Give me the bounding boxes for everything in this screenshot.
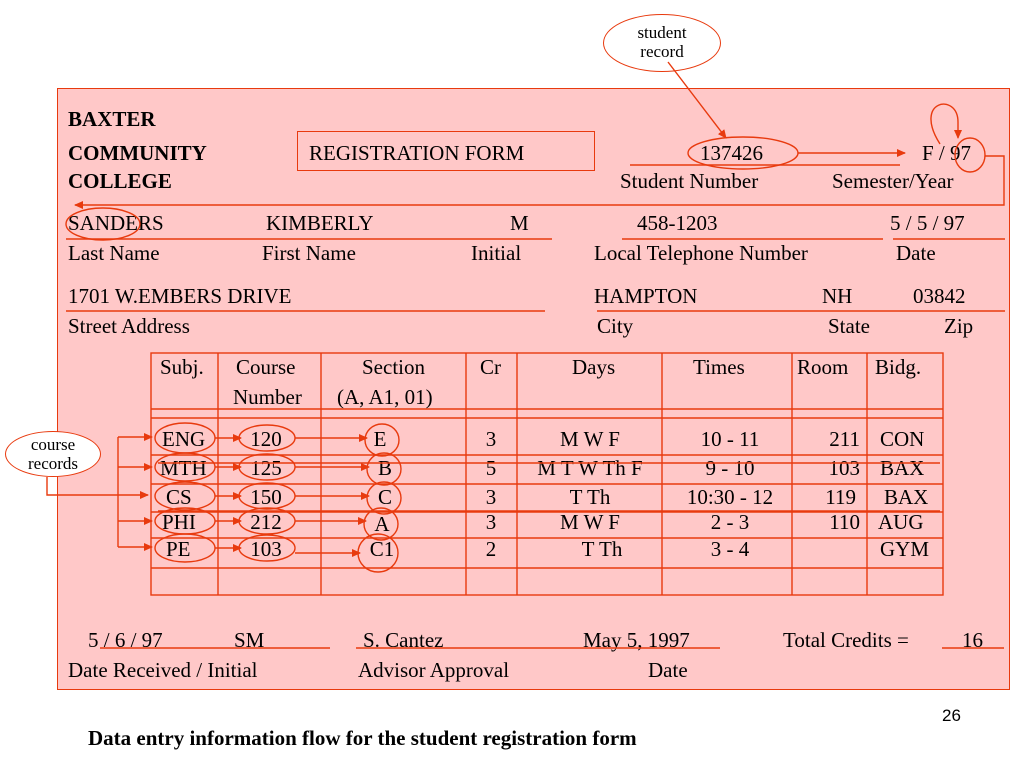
course-section: B <box>377 456 392 480</box>
form-title: REGISTRATION FORM <box>309 141 525 165</box>
approval-date-label: Date <box>648 658 688 682</box>
course-times: 10:30 - 12 <box>686 485 774 509</box>
header-subj: Subj. <box>160 355 204 379</box>
course-subj-highlight <box>155 423 215 453</box>
total-credits-label: Total Credits = <box>783 628 909 652</box>
first-name-label: First Name <box>262 241 356 265</box>
student-number-value: 137426 <box>700 141 763 165</box>
slide-caption: Data entry information flow for the student registration form <box>88 726 637 750</box>
course-days: M W F <box>560 510 620 534</box>
course-bldg: BAX <box>884 485 929 509</box>
course-subj: PHI <box>162 510 196 534</box>
header-section: Section <box>362 355 425 379</box>
course-bldg: CON <box>880 427 925 451</box>
student-record-callout-text: student record <box>637 23 687 61</box>
college-name-line2: COMMUNITY <box>68 141 207 165</box>
callout-arrow <box>668 62 726 138</box>
course-records-connector <box>47 477 148 495</box>
college-name-line3: COLLEGE <box>68 169 172 193</box>
course-table-grid <box>151 353 943 595</box>
course-subj: CS <box>166 485 192 509</box>
course-room: 103 <box>828 456 860 480</box>
phone-value: 458-1203 <box>637 211 718 235</box>
course-number: 103 <box>250 537 282 561</box>
section-highlight <box>367 482 401 514</box>
street-address-value: 1701 W.EMBERS DRIVE <box>68 284 292 308</box>
course-number: 212 <box>250 510 282 534</box>
course-days: T Th <box>581 537 623 561</box>
date-received-label: Date Received / Initial <box>68 658 258 682</box>
header-section-format: (A, A1, 01) <box>337 385 433 409</box>
total-credits-value: 16 <box>962 628 983 652</box>
course-room: 110 <box>829 510 860 534</box>
course-times: 9 - 10 <box>705 456 755 480</box>
course-section: C <box>377 485 392 509</box>
header-days: Days <box>572 355 616 379</box>
course-room: 119 <box>825 485 856 509</box>
record-flow-arrow <box>931 104 958 144</box>
course-records-callout-text: course records <box>27 435 79 473</box>
course-credits: 5 <box>485 456 497 480</box>
header-room: Room <box>797 355 849 379</box>
state-value: NH <box>822 284 853 308</box>
advisor-label: Advisor Approval <box>358 658 510 682</box>
city-label: City <box>597 314 634 338</box>
initial-label: Initial <box>471 241 522 265</box>
course-credits: 2 <box>485 537 497 561</box>
slide-number: 26 <box>942 706 961 725</box>
header-bldg: Bidg. <box>875 355 922 379</box>
last-name-label: Last Name <box>68 241 160 265</box>
advisor-value: S. Cantez <box>363 628 444 652</box>
first-name-value: KIMBERLY <box>266 211 374 235</box>
header-times: Times <box>693 355 745 379</box>
course-bldg: BAX <box>880 456 925 480</box>
course-credits: 3 <box>485 485 497 509</box>
receiver-initial-value: SM <box>234 628 265 652</box>
header-number: Number <box>233 385 302 409</box>
course-num-highlight <box>239 483 295 509</box>
course-days: M W F <box>560 427 620 451</box>
course-days: M T W Th F <box>537 456 643 480</box>
college-name-line1: BAXTER <box>68 107 156 131</box>
header-course: Course <box>236 355 296 379</box>
course-section: E <box>373 427 387 451</box>
phone-label: Local Telephone Number <box>594 241 808 265</box>
street-address-label: Street Address <box>68 314 190 338</box>
course-times: 2 - 3 <box>710 510 750 534</box>
date-value: 5 / 5 / 97 <box>890 211 965 235</box>
course-subj-highlight <box>155 482 215 510</box>
date-label: Date <box>896 241 936 265</box>
course-subj-highlight <box>155 453 215 481</box>
city-value: HAMPTON <box>594 284 698 308</box>
header-cr: Cr <box>480 355 501 379</box>
student-number-highlight <box>688 137 798 169</box>
course-room: 211 <box>829 427 860 451</box>
semester-year-label: Semester/Year <box>832 169 954 193</box>
state-label: State <box>828 314 870 338</box>
course-section: C1 <box>369 537 395 561</box>
course-num-highlight <box>239 535 295 561</box>
course-credits: 3 <box>485 427 497 451</box>
initial-value: M <box>510 211 529 235</box>
course-num-highlight <box>239 425 295 451</box>
course-number: 120 <box>250 427 282 451</box>
course-bldg: GYM <box>880 537 930 561</box>
course-num-highlight <box>239 454 295 480</box>
course-number: 125 <box>250 456 282 480</box>
course-times: 10 - 11 <box>700 427 760 451</box>
section-highlight <box>367 453 401 485</box>
course-subj: PE <box>166 537 191 561</box>
zip-value: 03842 <box>913 284 966 308</box>
course-times: 3 - 4 <box>710 537 750 561</box>
zip-label: Zip <box>944 314 974 338</box>
course-number: 150 <box>250 485 282 509</box>
record-flow-arrow <box>75 156 1004 205</box>
course-credits: 3 <box>485 510 497 534</box>
approval-date-value: May 5, 1997 <box>583 628 690 652</box>
course-subj: MTH <box>160 456 207 480</box>
semester-highlight <box>955 138 985 172</box>
course-days: T Th <box>569 485 611 509</box>
course-section: A <box>374 512 390 536</box>
date-received-value: 5 / 6 / 97 <box>88 628 163 652</box>
course-bldg: AUG <box>878 510 924 534</box>
section-highlight <box>365 424 399 456</box>
semester-year-value: F / 97 <box>922 141 972 165</box>
last-name-highlight <box>66 208 140 240</box>
course-subj: ENG <box>162 427 206 451</box>
student-number-label: Student Number <box>620 169 759 193</box>
last-name-value: SANDERS <box>68 211 164 235</box>
